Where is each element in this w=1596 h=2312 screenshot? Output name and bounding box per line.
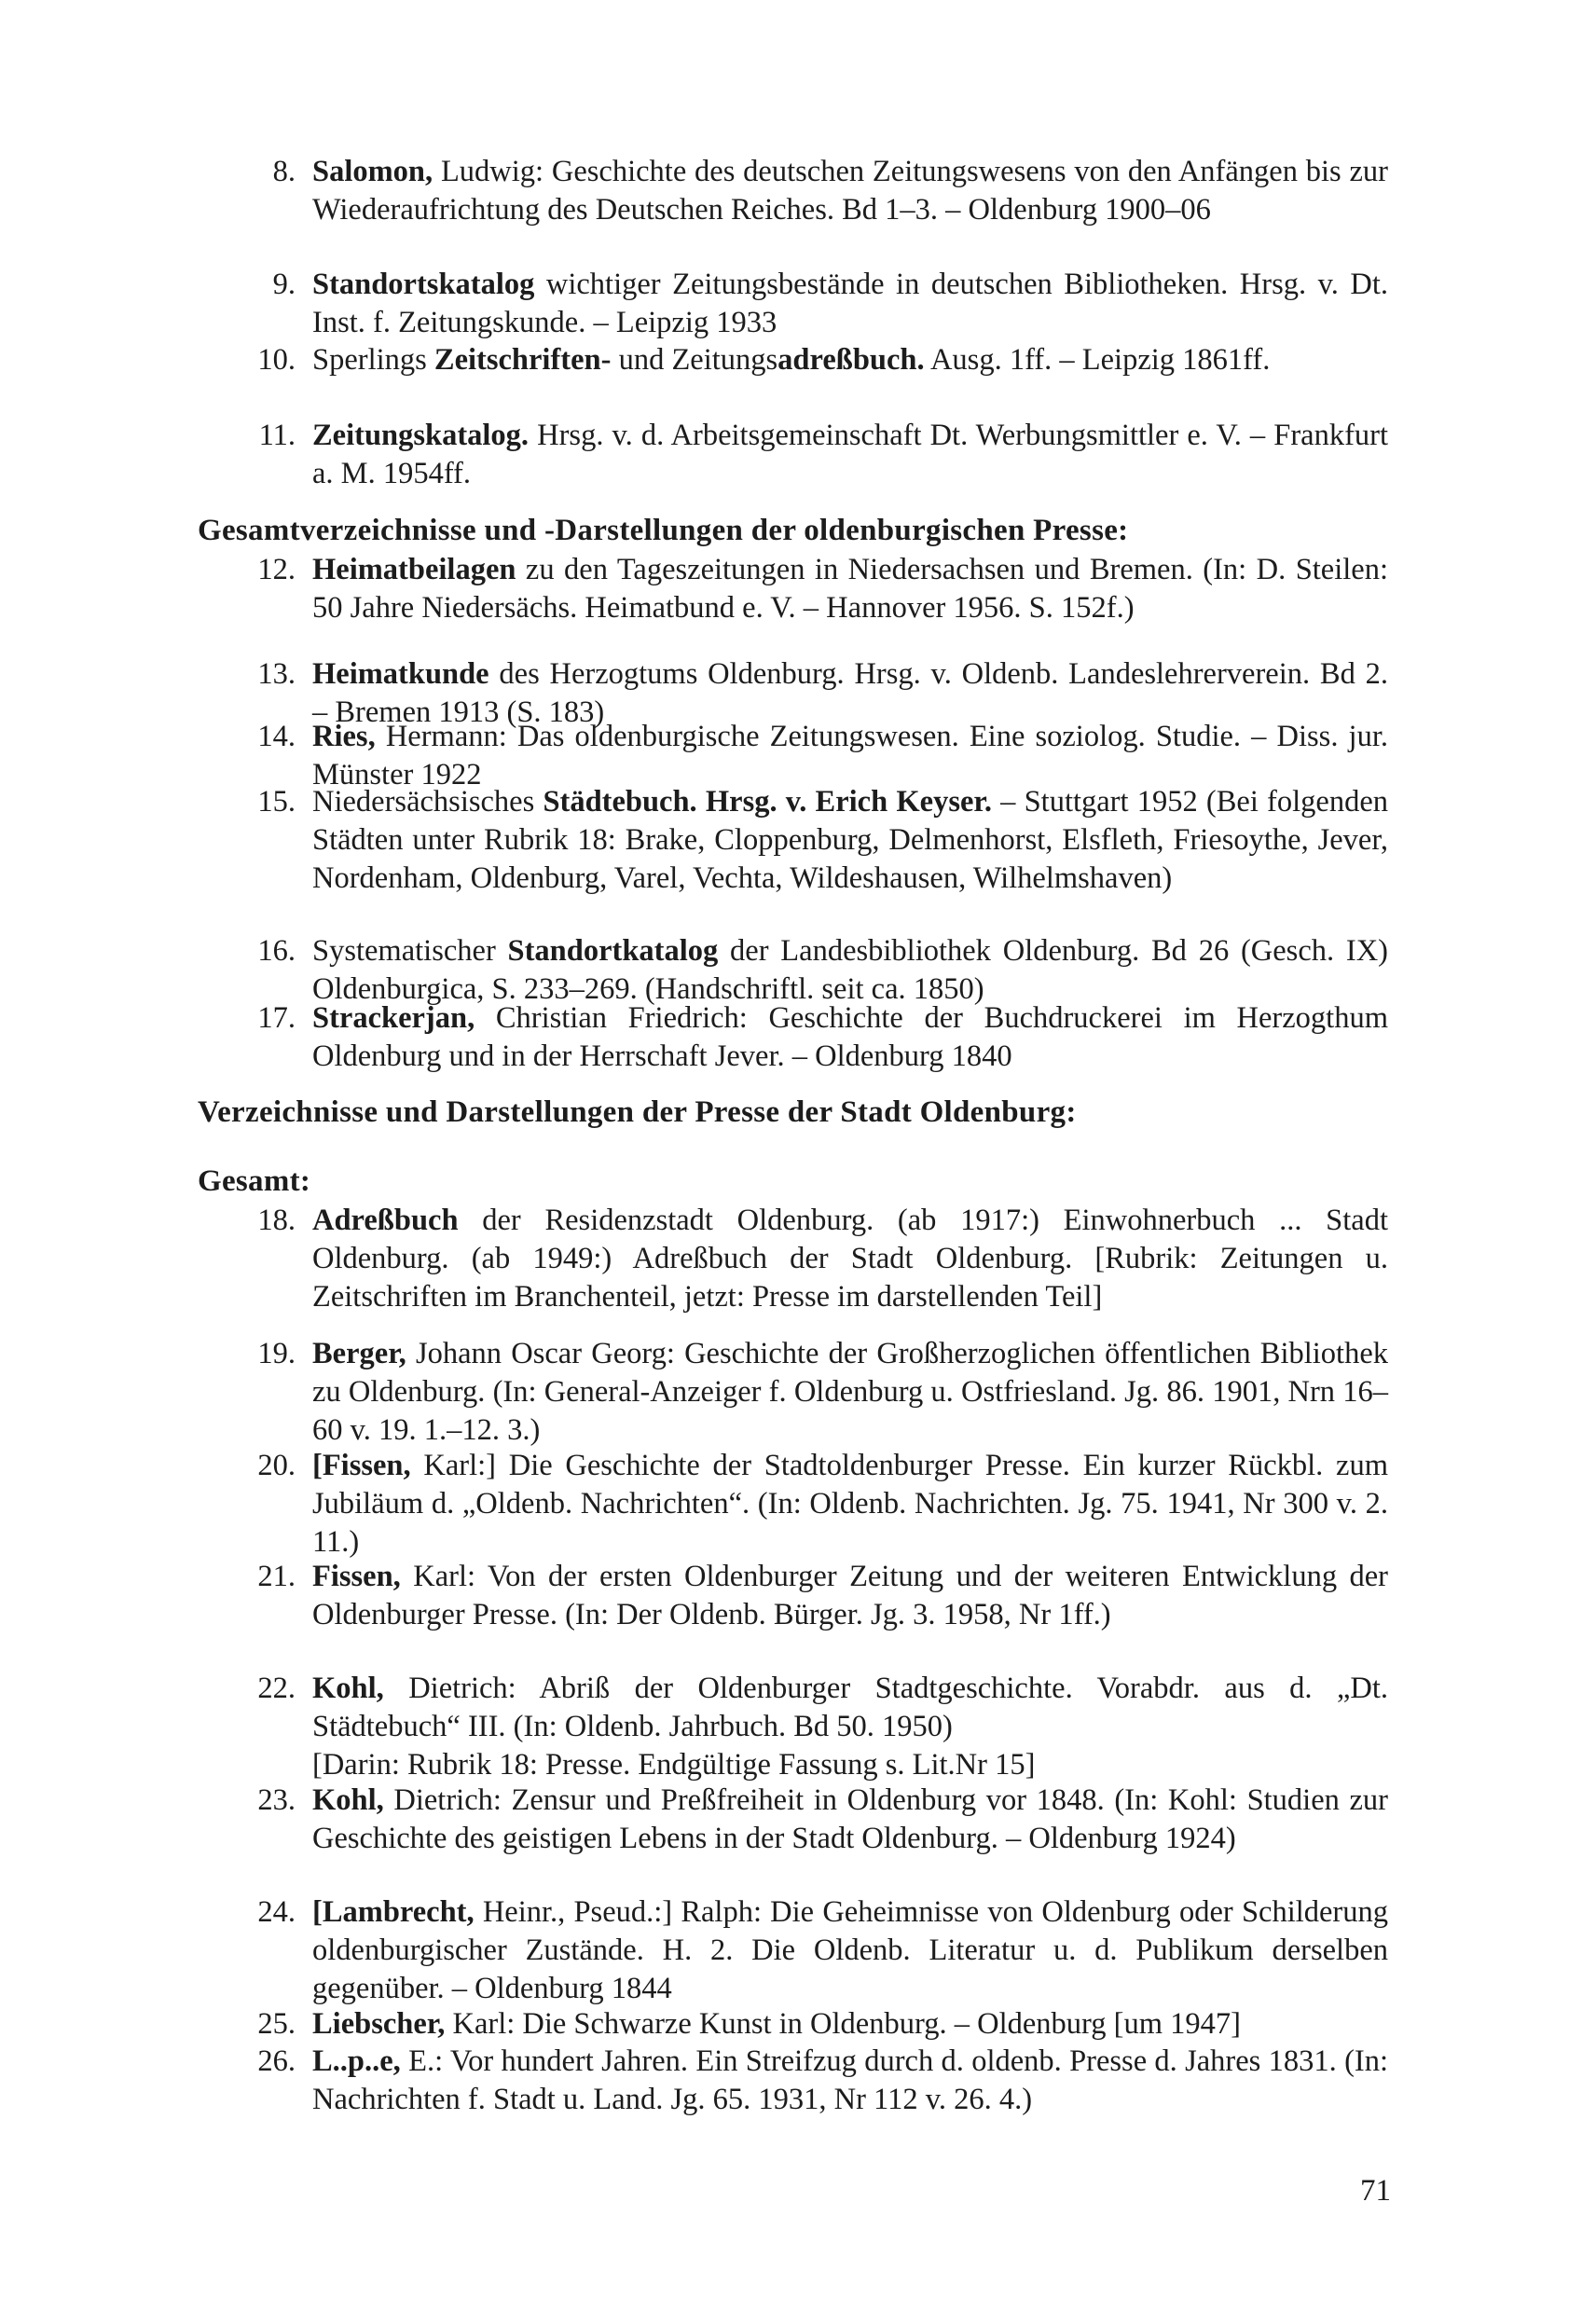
entry-text xyxy=(312,2043,1388,2119)
entry-number: 18. xyxy=(257,1204,296,1237)
entry-number: 21. xyxy=(257,1560,296,1593)
bibliography-entry-19 xyxy=(257,1335,1388,1450)
entry-number: 20. xyxy=(257,1449,296,1482)
entry-author: Salomon, xyxy=(312,155,433,188)
bibliography-entry-17 xyxy=(257,999,1388,1076)
entry-text xyxy=(312,341,1388,379)
entry-author: Liebscher, xyxy=(312,2007,446,2041)
section-heading-gesamtverzeichnisse: Gesamtverzeichnisse und -Darstellungen der oldenburgischen Presse: xyxy=(198,514,1129,547)
entry-author: [Fissen, xyxy=(312,1449,411,1482)
entry-number: 24. xyxy=(257,1895,296,1929)
entry-author: Ries, xyxy=(312,720,376,753)
subsection-heading-gesamt: Gesamt: xyxy=(198,1164,311,1198)
entry-prefix: Systematischer xyxy=(312,934,508,968)
entry-body: zu den Tageszeitungen in Niedersachsen und Bremen. (In: D. Steilen: 50 Jahre Niedersächs. Heimatbund e. V. – Hannover 1956. S. 152f.) xyxy=(312,553,1388,625)
entry-author: Kohl, xyxy=(312,1672,384,1705)
entry-title-bold: Standortkatalog xyxy=(507,934,719,968)
entry-text xyxy=(312,932,1388,1009)
bibliography-entry-21 xyxy=(257,1558,1388,1634)
entry-title-bold: Städtebuch. Hrsg. v. Erich Keyser. xyxy=(543,785,992,819)
entry-body: des Herzogtums Oldenburg. Hrsg. v. Oldenb. Landeslehrerverein. Bd 2. – Bremen 1913 (S. 183) xyxy=(312,657,1388,729)
bibliography-entry-15 xyxy=(257,783,1388,898)
entry-number: 13. xyxy=(257,657,296,691)
entry-text xyxy=(312,783,1388,898)
entry-body: Hrsg. v. d. Arbeitsgemeinschaft Dt. Werbungsmittler e. V. – Frankfurt a. M. 1954ff. xyxy=(312,419,1388,490)
entry-text xyxy=(312,1558,1388,1634)
entry-body: der Residenzstadt Oldenburg. (ab 1917:) Einwohnerbuch ... Stadt Oldenburg. (ab 1949:) Adreßbuch der Stadt Oldenburg. [Rubrik: Zeitungen u. Zeitschriften im Branchenteil, jetzt: Presse im darstellenden Teil] xyxy=(312,1204,1388,1314)
entry-number: 12. xyxy=(257,553,296,586)
entry-text xyxy=(312,1670,1388,1746)
bibliography-entry-23 xyxy=(257,1782,1388,1858)
entry-text xyxy=(312,1335,1388,1450)
entry-body: – Stuttgart 1952 (Bei folgenden Städten unter Rubrik 18: Brake, Cloppenburg, Delmenhorst, Elsfleth, Friesoythe, Jever, Nordenham, Oldenburg, Varel, Vechta, Wildeshausen, Wilhelmshaven) xyxy=(312,785,1388,895)
entry-author: Strackerjan, xyxy=(312,1001,475,1035)
bibliography-entry-12 xyxy=(257,551,1388,627)
bibliography-entry-20 xyxy=(257,1447,1388,1562)
entry-number: 14. xyxy=(257,720,296,753)
entry-number: 23. xyxy=(257,1783,296,1817)
bibliography-entry-26 xyxy=(257,2043,1388,2119)
entry-body: Karl: Die Schwarze Kunst in Oldenburg. – Oldenburg [um 1947] xyxy=(445,2007,1241,2041)
bibliography-entry-18 xyxy=(257,1202,1388,1316)
bibliography-entry-16 xyxy=(257,932,1388,1009)
entry-number: 17. xyxy=(257,1001,296,1035)
bibliography-entry-11 xyxy=(258,417,1388,493)
entry-body: Hermann: Das oldenburgische Zeitungswesen. Eine soziolog. Studie. – Diss. jur. Münster 1922 xyxy=(312,720,1388,791)
bibliography-entry-25 xyxy=(257,2005,1388,2044)
page-number: 71 xyxy=(1360,2174,1391,2208)
entry-author: Zeitungskatalog. xyxy=(312,419,530,452)
entry-body: Ludwig: Geschichte des deutschen Zeitungswesens von den Anfängen bis zur Wiederaufrichtung des Deutschen Reiches. Bd 1–3. – Oldenburg 1900–06 xyxy=(312,155,1388,227)
entry-text xyxy=(312,417,1388,493)
bibliography-entry-8 xyxy=(272,153,1388,229)
entry-body: Heinr., Pseud.:] Ralph: Die Geheimnisse von Oldenburg oder Schilderung oldenburgischer Zustände. H. 2. Die Oldenb. Literatur u. d. Publikum derselben gegenüber. – Oldenburg 1844 xyxy=(312,1895,1388,2005)
entry-number: 25. xyxy=(257,2007,296,2041)
entry-body: Johann Oscar Georg: Geschichte der Großherzoglichen öffentlichen Bibliothek zu Oldenburg. (In: General-Anzeiger f. Oldenburg u. Ostfriesland. Jg. 86. 1901, Nrn 16–60 v. 19. 1.–12. 3.) xyxy=(312,1337,1388,1447)
bibliography-entry-22 xyxy=(257,1670,1388,1784)
bibliography-entry-10 xyxy=(257,341,1388,379)
entry-text xyxy=(312,1447,1388,1562)
entry-number: 16. xyxy=(257,934,296,968)
entry-author: Kohl, xyxy=(312,1783,384,1817)
entry-author: Fissen, xyxy=(312,1560,401,1593)
entry-number: 26. xyxy=(257,2044,296,2078)
entry-text xyxy=(312,2005,1388,2044)
bibliography-entry-9 xyxy=(272,266,1388,342)
entry-number: 15. xyxy=(257,785,296,819)
entry-body: Karl:] Die Geschichte der Stadtoldenburger Presse. Ein kurzer Rückbl. zum Jubiläum d. „Oldenb. Nachrichten“. (In: Oldenb. Nachrichten. Jg. 75. 1941, Nr 300 v. 2. 11.) xyxy=(312,1449,1388,1559)
entry-number: 9. xyxy=(272,268,296,301)
entry-body: Christian Friedrich: Geschichte der Buchdruckerei im Herzogthum Oldenburg und in der Herrschaft Jever. – Oldenburg 1840 xyxy=(312,1001,1388,1073)
entry-title-bold: Zeitschriften- xyxy=(433,343,612,377)
entry-number: 11. xyxy=(258,419,296,452)
entry-body: Ausg. 1ff. – Leipzig 1861ff. xyxy=(924,343,1271,377)
entry-body: Karl: Von der ersten Oldenburger Zeitung und der weiteren Entwicklung der Oldenburger Presse. (In: Der Oldenb. Bürger. Jg. 3. 1958, Nr 1ff.) xyxy=(312,1560,1388,1631)
entry-author: Heimatkunde xyxy=(312,657,489,691)
entry-number: 19. xyxy=(257,1337,296,1370)
entry-text xyxy=(312,1893,1388,2008)
entry-text xyxy=(312,1782,1388,1858)
entry-body: Dietrich: Zensur und Preßfreiheit in Oldenburg vor 1848. (In: Kohl: Studien zur Geschichte des geistigen Lebens in der Stadt Oldenburg. – Oldenburg 1924) xyxy=(312,1783,1388,1855)
entry-body: wichtiger Zeitungsbestände in deutschen Bibliotheken. Hrsg. v. Dt. Inst. f. Zeitungskunde. – Leipzig 1933 xyxy=(312,268,1388,339)
entry-body: E.: Vor hundert Jahren. Ein Streifzug durch d. oldenb. Presse d. Jahres 1831. (In: Nachrichten f. Stadt u. Land. Jg. 65. 1931, Nr 112 v. 26. 4.) xyxy=(312,2044,1388,2116)
entry-number: 8. xyxy=(272,155,296,188)
entry-prefix: Sperlings xyxy=(312,343,434,377)
entry-author: L..p..e, xyxy=(312,2044,401,2078)
entry-author: Heimatbeilagen xyxy=(312,553,516,586)
entry-text xyxy=(312,266,1388,342)
bibliography-entry-24 xyxy=(257,1893,1388,2008)
entry-body: Dietrich: Abriß der Oldenburger Stadtgeschichte. Vorabdr. aus d. „Dt. Städtebuch“ III. (In: Oldenb. Jahrbuch. Bd 50. 1950) xyxy=(312,1672,1388,1743)
entry-author: Standortskatalog xyxy=(312,268,535,301)
entry-text xyxy=(312,999,1388,1076)
entry-body: der Landesbibliothek Oldenburg. Bd 26 (Gesch. IX) Oldenburgica, S. 233–269. (Handschriftl. seit ca. 1850) xyxy=(312,934,1388,1006)
entry-number: 22. xyxy=(257,1672,296,1705)
entry-author: Berger, xyxy=(312,1337,406,1370)
entry-middle: und Zeitungs xyxy=(611,343,778,377)
entry-text xyxy=(312,551,1388,627)
entry-title-bold-2: adreßbuch. xyxy=(777,343,925,377)
section-heading-stadt-oldenburg: Verzeichnisse und Darstellungen der Presse der Stadt Oldenburg: xyxy=(198,1095,1077,1129)
entry-text xyxy=(312,1202,1388,1316)
entry-prefix: Niedersächsisches xyxy=(312,785,543,819)
entry-author: Adreßbuch xyxy=(312,1204,459,1237)
entry-text xyxy=(312,153,1388,229)
entry-note: [Darin: Rubrik 18: Presse. Endgültige Fassung s. Lit.Nr 15] xyxy=(312,1748,1036,1782)
entry-number: 10. xyxy=(257,343,296,377)
entry-author: [Lambrecht, xyxy=(312,1895,475,1929)
